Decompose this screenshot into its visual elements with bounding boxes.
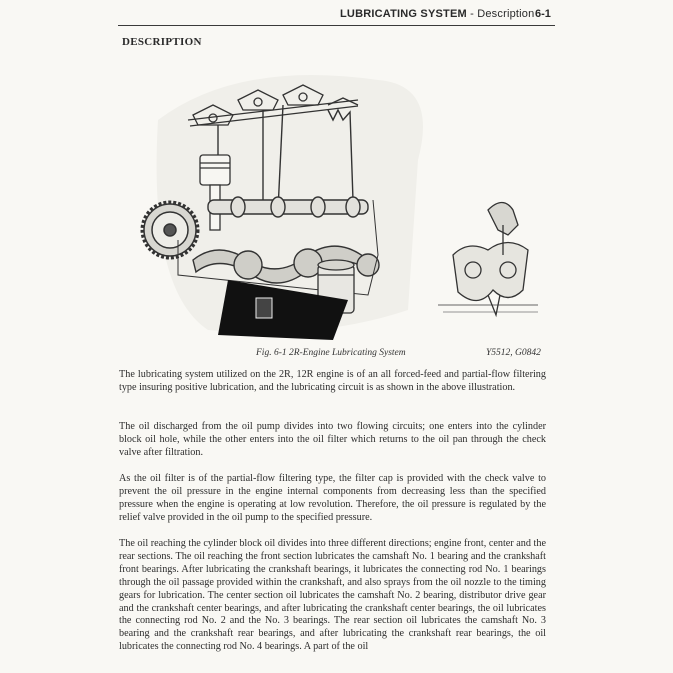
running-header <box>340 8 540 20</box>
paragraph-3: As the oil filter is of the partial-flow filtering type, the filter cap is provided with the check valve to prevent the oil pressure in the engine internal components from decreasing less than the specified pressure when the engine is operating at low revolution. Therefore, the oil pressure is regulated by the relief valve provided in the oil pump to the specified pressure. <box>119 473 546 523</box>
header-rule <box>118 25 555 26</box>
figure-caption: Fig. 6-1 2R-Engine Lubricating System <box>256 348 406 358</box>
camshaft <box>208 197 368 217</box>
header-subtitle: - Description <box>466 8 535 20</box>
paragraph-2: The oil discharged from the oil pump divides into two flowing circuits; one enters into the cylinder block oil hole, while the other enters into the oil filter which returns to the oil pan through the check valve after filtration. <box>119 421 546 458</box>
check-valve-detail <box>438 203 538 316</box>
oil-pump <box>256 298 272 318</box>
paragraph-1: The lubricating system utilized on the 2R, 12R engine is of an all forced-feed and partial-flow filtering type insuring positive lubrication, and the lubricating circuit is as shown in the above illustration. <box>119 369 546 393</box>
page-number: 6-1 <box>535 8 551 20</box>
paragraph-4: The oil reaching the cylinder block oil divides into three different directions; engine front, center and the rear sections. The oil reaching the front section lubricates the camshaft No. 1 bearing and the crankshaft front bearings. After lubricating the crankshaft bearings, it lubricates the connecting rod No. 1 bearings through the oil passage provided within the crankshaft, and also sprays from the oil nozzle to the timing gears for lubrication. The center section oil lubricates the camshaft No. 2 bearing, distributor drive gear and the crankshaft center bearings, and after lubricating the crankshaft center bearings, the oil lubricates the connecting rod No. 2 and the No. 3 bearings. The rear section oil lubricates the camshaft No. 3 bearing and the crankshaft rear bearings, and after lubricating the crankshaft rear bearings, the oil lubricates the connecting rod No. 4 bearings. A part of the oil <box>119 538 546 653</box>
section-heading: DESCRIPTION <box>122 36 202 48</box>
engine-lubrication-illustration <box>118 60 555 345</box>
figure-code: Y5512, G0842 <box>486 348 541 358</box>
header-title: LUBRICATING SYSTEM <box>340 8 467 20</box>
